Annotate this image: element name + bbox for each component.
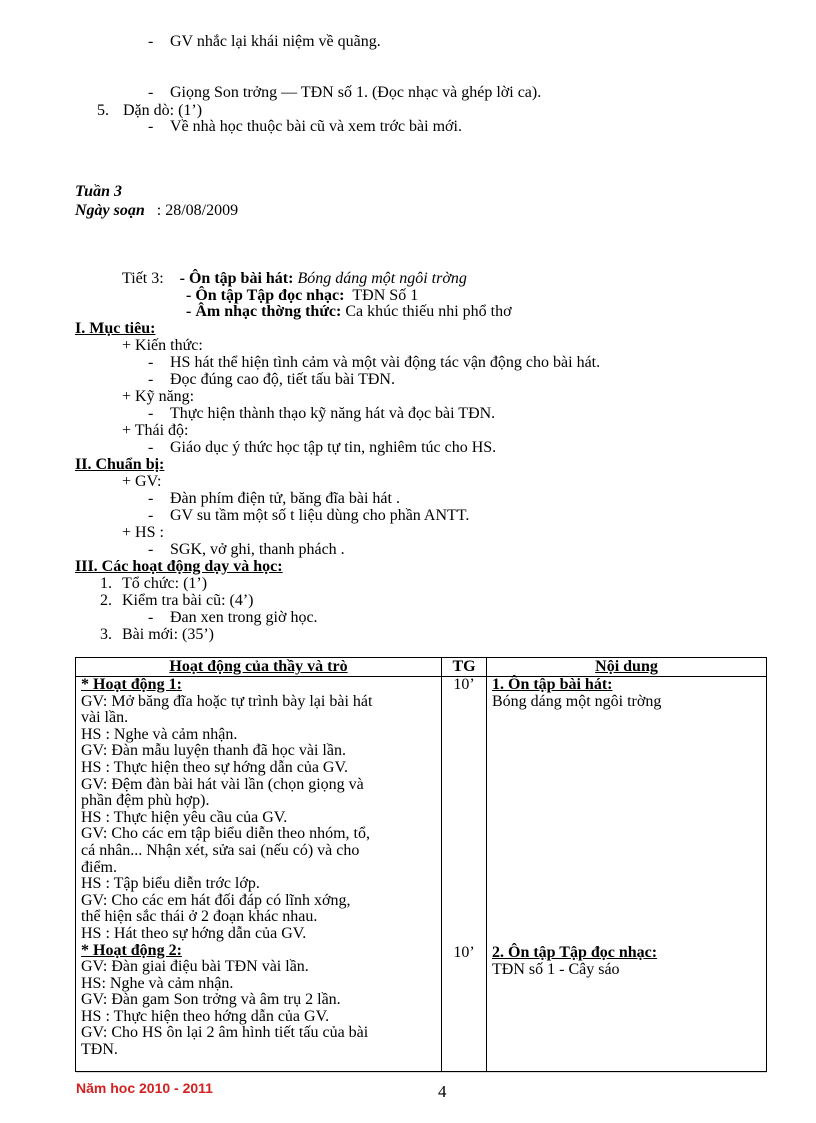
week-title: Tuần 3 bbox=[75, 183, 122, 200]
footer-divider bbox=[76, 1072, 767, 1073]
lesson-line-3: - Âm nhạc thờng thức: Ca khúc thiếu nhi phổ thơ bbox=[186, 303, 512, 320]
activity-line: GV: Cho các em hát đối đáp có lĩnh xớng, bbox=[81, 891, 351, 909]
intro-line-3 bbox=[97, 102, 202, 119]
activity-line: vài lần. bbox=[81, 709, 129, 727]
intro-text-4: Về nhà học thuộc bài cũ và xem trớc bài mới. bbox=[170, 118, 462, 135]
objectives-skills: + Kỹ năng: bbox=[122, 388, 195, 405]
objectives-item: - HS hát thể hiện tình cảm và một vài động tác vận động cho bài hát. bbox=[148, 354, 601, 371]
preparation-teacher: + GV: bbox=[122, 473, 162, 490]
activity-line: HS : Nghe và cảm nhận. bbox=[81, 725, 238, 743]
footer-school-year: Năm hoc 2010 - 2011 bbox=[76, 1080, 213, 1096]
date-label: Ngày soạn bbox=[75, 202, 145, 219]
objectives-knowledge: + Kiến thức: bbox=[122, 337, 203, 354]
activity-line: GV: Cho các em tập biểu diễn theo nhóm, tổ, bbox=[81, 825, 370, 843]
lesson-topic-value-3: Ca khúc thiếu nhi phổ thơ bbox=[345, 303, 512, 320]
intro-line-2 bbox=[148, 84, 541, 101]
bullet-dash: - bbox=[148, 84, 154, 101]
lesson-line-1: Tiết 3: - Ôn tập bài hát: Bóng dáng một ngôi trờng bbox=[122, 270, 467, 287]
section-heading-activities: III. Các hoạt động dạy và học: bbox=[75, 558, 283, 575]
date-line bbox=[75, 202, 238, 219]
activities-item-1: 1. Tổ chức: (1’) bbox=[100, 575, 208, 592]
activity-line: cá nhân... Nhận xét, sửa sai (nếu có) và cho bbox=[81, 841, 360, 859]
objectives-item: - Giáo dục ý thức học tập tự tin, nghiêm túc cho HS. bbox=[148, 439, 497, 456]
content-cell bbox=[487, 677, 767, 1072]
intro-line-4 bbox=[148, 118, 462, 135]
time-value-1: 10’ bbox=[453, 676, 475, 693]
lesson-topic-label-1: Ôn tập bài hát: bbox=[188, 270, 294, 287]
content-1-title: 1. Ôn tập bài hát: bbox=[492, 676, 613, 693]
objectives-item: - Thực hiện thành thạo kỹ năng hát và đọc bài TĐN. bbox=[148, 405, 496, 422]
list-number: 5. bbox=[97, 102, 109, 119]
activity-line: phần đệm phù hợp). bbox=[81, 792, 210, 810]
activities-subitem: - Đan xen trong giờ học. bbox=[148, 609, 318, 626]
preparation-item: - GV su tầm một số t liệu dùng cho phần ANTT. bbox=[148, 507, 470, 524]
objectives-attitude: + Thái độ: bbox=[122, 422, 189, 439]
page-number: 4 bbox=[438, 1082, 447, 1101]
intro-text-2: Giọng Son trởng — TĐN số 1. (Đọc nhạc và ghép lời ca). bbox=[170, 84, 542, 101]
activity-cell bbox=[76, 677, 442, 1072]
activities-item-2: 2. Kiểm tra bài cũ: (4’) bbox=[100, 592, 254, 609]
activity-line: GV: Đàn gam Son trởng và âm trụ 2 lần. bbox=[81, 991, 341, 1009]
table-header-row bbox=[76, 658, 767, 677]
preparation-item: - SGK, vở ghi, thanh phách . bbox=[148, 541, 345, 558]
lesson-number: Tiết 3: bbox=[122, 270, 164, 287]
lesson-topic-value-2: TĐN Số 1 bbox=[352, 287, 419, 304]
activity-line: GV: Đệm đàn bài hát vài lần (chọn giọng và bbox=[81, 775, 364, 793]
intro-text-1: GV nhắc lại khái niệm về quãng. bbox=[170, 33, 381, 50]
time-cell bbox=[442, 677, 487, 1072]
activity-line: GV: Mở băng đĩa hoặc tự trình bày lại bài hát bbox=[81, 692, 373, 710]
activity-line: GV: Đàn mẫu luyện thanh đã học vài lần. bbox=[81, 742, 346, 760]
lesson-table bbox=[75, 657, 767, 1072]
lesson-topic-label-3: Âm nhạc thờng thức: bbox=[195, 303, 342, 320]
activity-line: HS : Tập biểu diễn trớc lớp. bbox=[81, 875, 260, 893]
activity-line: HS : Thực hiện theo hớng dẫn của GV. bbox=[81, 1007, 330, 1025]
section-heading-preparation: II. Chuẩn bị: bbox=[75, 456, 165, 473]
content-2-title: 2. Ôn tập Tập đọc nhạc: bbox=[492, 944, 658, 961]
date-value: : 28/08/2009 bbox=[156, 202, 239, 219]
table-header-content: Nội dung bbox=[487, 658, 767, 677]
activity-2-title: * Hoạt động 2: bbox=[81, 941, 182, 959]
content-1-text: Bóng dáng một ngôi trờng bbox=[492, 692, 662, 710]
content-block-2 bbox=[492, 945, 761, 978]
bullet-dash: - bbox=[148, 33, 154, 50]
preparation-item: - Đàn phím điện tử, băng đĩa bài hát . bbox=[148, 490, 400, 507]
activity-1-title: * Hoạt động 1: bbox=[81, 676, 182, 693]
activity-line: HS : Hát theo sự hớng dẫn của GV. bbox=[81, 924, 307, 942]
activity-line: thể hiện sắc thái ở 2 đoạn khác nhau. bbox=[81, 908, 318, 926]
activity-line: điểm. bbox=[81, 858, 117, 876]
intro-text-3: Dặn dò: (1’) bbox=[123, 102, 203, 119]
activity-line: HS : Thực hiện theo sự hớng dẫn của GV. bbox=[81, 758, 348, 776]
table-row bbox=[76, 677, 767, 1072]
lesson-topic-value-1: Bóng dáng một ngôi trờng bbox=[297, 270, 467, 287]
content-2-text: TĐN số 1 - Cây sáo bbox=[492, 960, 620, 978]
bullet-dash: - bbox=[148, 118, 154, 135]
activity-line: TĐN. bbox=[81, 1041, 118, 1059]
lesson-line-2: - Ôn tập Tập đọc nhạc: TĐN Số 1 bbox=[186, 287, 419, 304]
table-header-activity: Hoạt động của thầy và trò bbox=[76, 658, 442, 677]
table-header-time: TG bbox=[442, 658, 487, 677]
activity-line: HS: Nghe và cảm nhận. bbox=[81, 974, 234, 992]
objectives-item: - Đọc đúng cao độ, tiết tấu bài TĐN. bbox=[148, 371, 395, 388]
activity-line: GV: Đàn giai điệu bài TĐN vài lần. bbox=[81, 958, 309, 976]
preparation-student: + HS : bbox=[122, 524, 164, 541]
activity-line: HS : Thực hiện yêu cầu của GV. bbox=[81, 808, 288, 826]
activity-line: GV: Cho HS ôn lại 2 âm hình tiết tấu của bài bbox=[81, 1024, 369, 1042]
activities-item-3: 3. Bài mới: (35’) bbox=[100, 626, 214, 643]
lesson-topic-label-2: Ôn tập Tập đọc nhạc: bbox=[195, 287, 345, 304]
section-heading-objectives: I. Mục tiêu: bbox=[75, 320, 156, 337]
intro-line-1 bbox=[148, 33, 381, 50]
time-value-2: 10’ bbox=[453, 944, 475, 961]
